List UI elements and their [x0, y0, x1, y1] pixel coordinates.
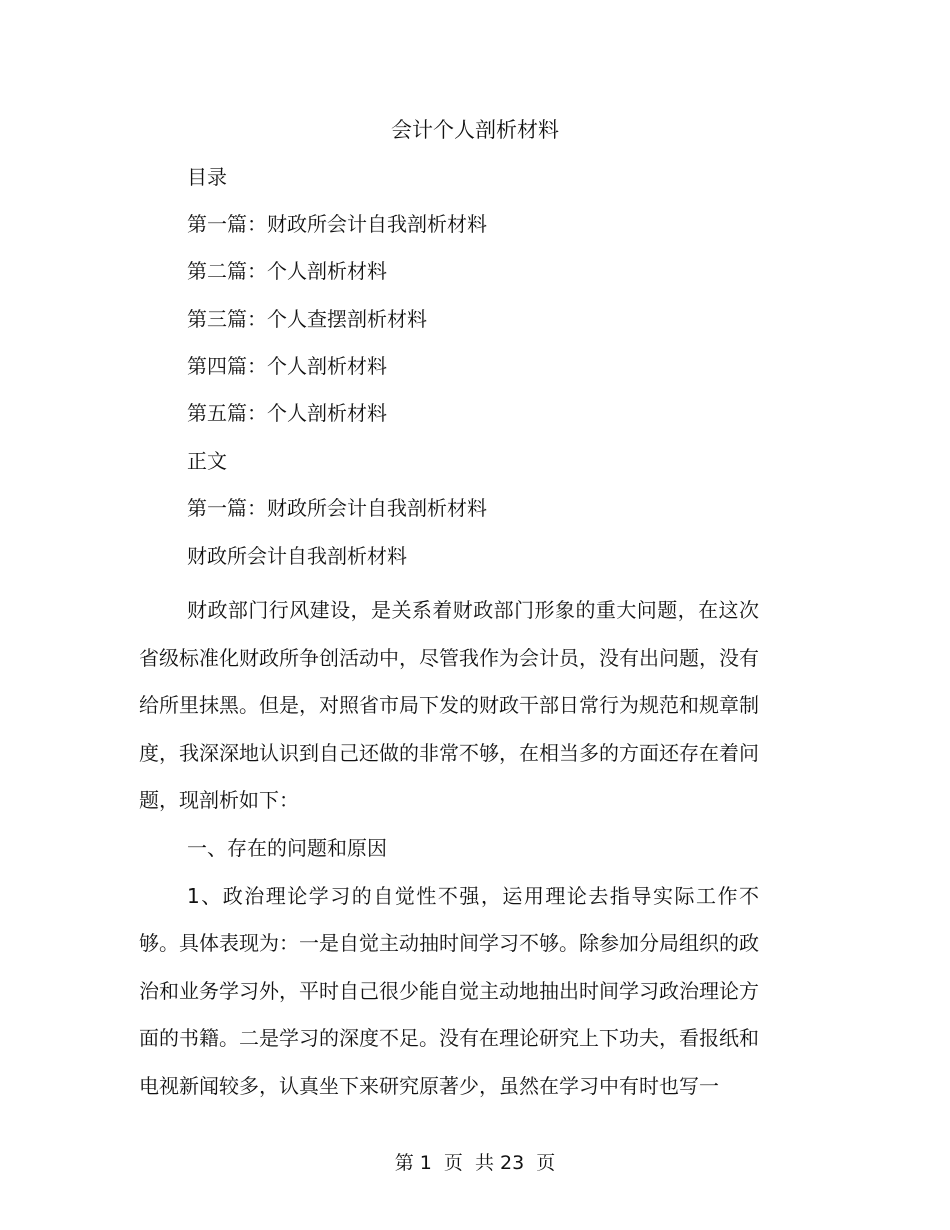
chapter-heading: 第一篇：财政所会计自我剖析材料 — [187, 496, 487, 520]
page-indicator: 第 1 页 共 23 页 — [394, 1152, 556, 1174]
toc-item: 第三篇：个人查摆剖析材料 — [187, 307, 427, 331]
toc-item: 第一篇：财政所会计自我剖析材料 — [187, 212, 487, 236]
paragraph: 财政部门行风建设，是关系着财政部门形象的重大问题，在这次省级标准化财政所争创活动中，尽管我作为会计员，没有出问题，没有给所里抹黑。但是，对照省市局下发的财政干部日常行为规范和规章制度，我深深地认识到自己还做的非常不够，在相当多的方面还存在着问题，现剖析如下： — [139, 598, 759, 813]
toc-heading: 目录 — [187, 165, 227, 189]
body-heading: 正文 — [187, 449, 227, 473]
toc-item: 第四篇：个人剖析材料 — [187, 354, 387, 378]
paragraph: 1、政治理论学习的自觉性不强，运用理论去指导实际工作不够。具体表现为：一是自觉主动抽时间学习不够。除参加分局组织的政治和业务学习外，平时自己很少能自觉主动地抽出时间学习政治理论方面的书籍。二是学习的深度不足。没有在理论研究上下功夫，看报纸和电视新闻较多，认真坐下来研究原著少，虽然在学习中有时也写一 — [139, 883, 759, 1098]
toc-item: 第五篇：个人剖析材料 — [187, 401, 387, 425]
chapter-subtitle: 财政所会计自我剖析材料 — [187, 544, 407, 568]
body-text — [139, 587, 759, 1111]
toc-item: 第二篇：个人剖析材料 — [187, 259, 387, 283]
section-heading: 一、存在的问题和原因 — [187, 835, 387, 860]
document-title: 会计个人剖析材料 — [391, 118, 559, 142]
